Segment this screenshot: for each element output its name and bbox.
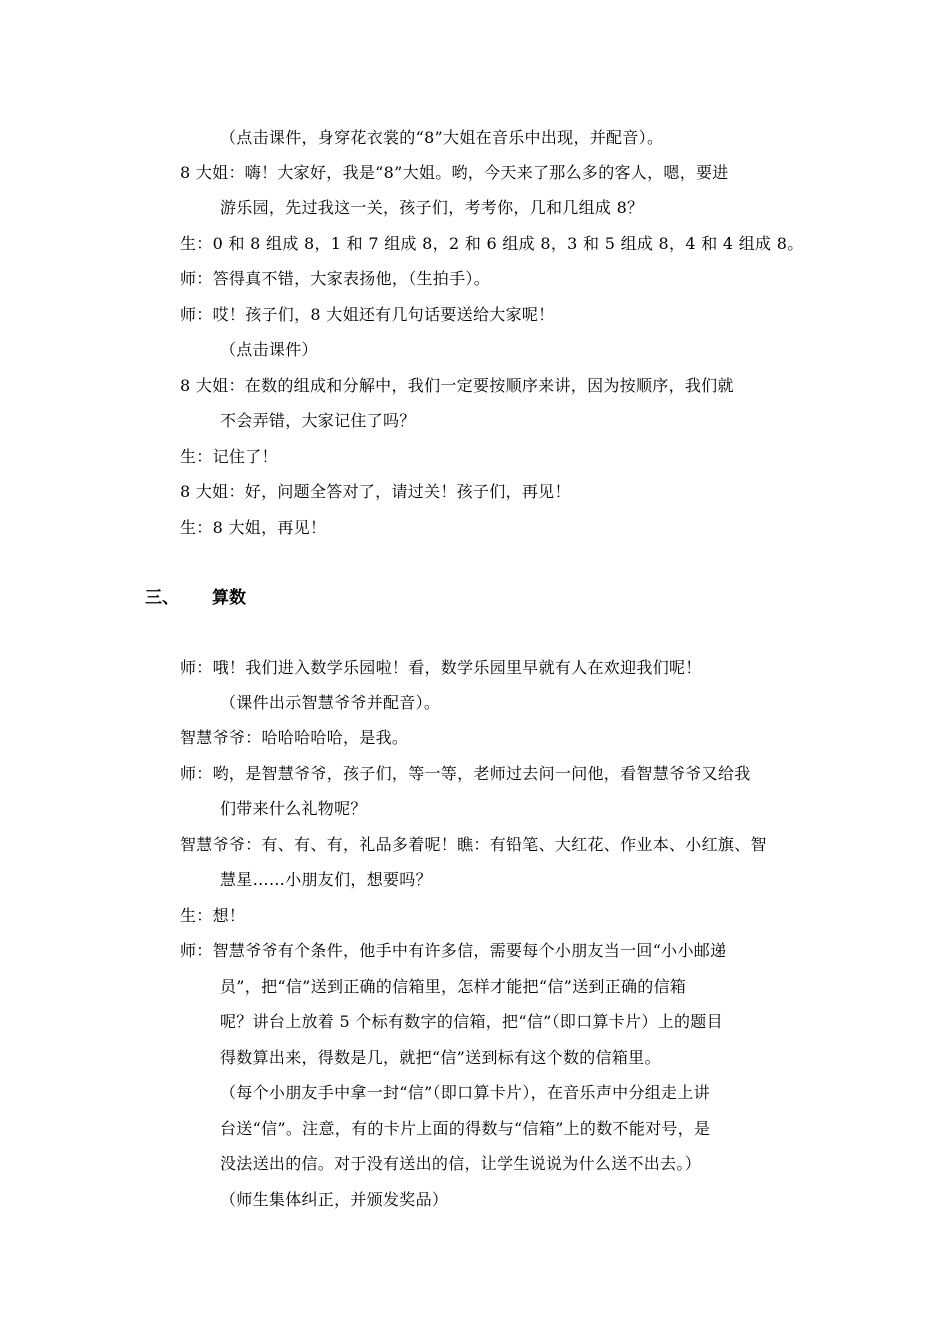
dialogue-line: 8 大姐：在数的组成和分解中，我们一定要按顺序来讲，因为按顺序，我们就 [180,376,734,395]
dialogue-line: 师：哦！我们进入数学乐园啦！看，数学乐园里早就有人在欢迎我们呢！ [180,658,702,677]
stage-direction-continuation: 台送“信”。注意，有的卡片上面的得数与“信箱”上的数不能对号，是 [220,1119,711,1138]
dialogue-line: 生：8 大姐，再见！ [180,518,327,537]
dialogue-line: 8 大姐：好，问题全答对了，请过关！孩子们，再见！ [180,482,571,501]
dialogue-line: 生：0 和 8 组成 8，1 和 7 组成 8，2 和 6 组成 8，3 和 5 组成 8，4 和 4 组成 8。 [180,234,804,253]
dialogue-line: 生：记住了！ [180,447,278,466]
dialogue-continuation: 员”，把“信”送到正确的信箱里，怎样才能把“信”送到正确的信箱 [220,977,687,996]
dialogue-line: 8 大姐：嗨！大家好，我是“8”大姐。哟，今天来了那么多的客人，嗯，要进 [180,163,729,182]
dialogue-line: 师：智慧爷爷有个条件，他手中有许多信，需要每个小朋友当一回“小小邮递 [180,941,727,960]
dialogue-line: 生：想！ [180,906,246,925]
stage-direction: （每个小朋友手中拿一封“信”（即口算卡片），在音乐声中分组走上讲 [220,1083,710,1102]
section-number: 三、 [145,588,179,608]
dialogue-continuation: 们带来什么礼物呢？ [220,799,367,818]
stage-direction: （师生集体纠正，并颁发奖品） [220,1190,449,1209]
dialogue-continuation: 呢？讲台上放着 5 个标有数字的信箱，把“信”（即口算卡片）上的题目 [220,1012,723,1031]
stage-direction: （课件出示智慧爷爷并配音）。 [220,693,441,712]
section-title: 算数 [212,588,246,608]
stage-direction-continuation: 没法送出的信。对于没有送出的信，让学生说说为什么送不出去。） [220,1154,702,1173]
dialogue-line: 智慧爷爷：有、有、有，礼品多着呢！瞧：有铅笔、大红花、作业本、小红旗、智 [180,835,767,854]
dialogue-continuation: 慧星……小朋友们，想要吗？ [220,870,432,889]
dialogue-line: 智慧爷爷：哈哈哈哈哈，是我。 [180,728,409,747]
stage-direction: （点击课件） [220,340,318,359]
stage-direction: （点击课件，身穿花衣裳的“8”大姐在音乐中出现，并配音）。 [220,128,664,147]
dialogue-continuation: 游乐园，先过我这一关，孩子们，考考你，几和几组成 8？ [220,198,644,217]
dialogue-line: 师：答得真不错，大家表扬他，（生拍手）。 [180,269,491,288]
dialogue-continuation: 得数算出来，得数是几，就把“信”送到标有这个数的信箱里。 [220,1048,661,1067]
dialogue-line: 师：哎！孩子们，8 大姐还有几句话要送给大家呢！ [180,305,555,324]
dialogue-continuation: 不会弄错，大家记住了吗？ [220,411,416,430]
dialogue-line: 师：哟，是智慧爷爷，孩子们，等一等，老师过去问一问他，看智慧爷爷又给我 [180,764,751,783]
